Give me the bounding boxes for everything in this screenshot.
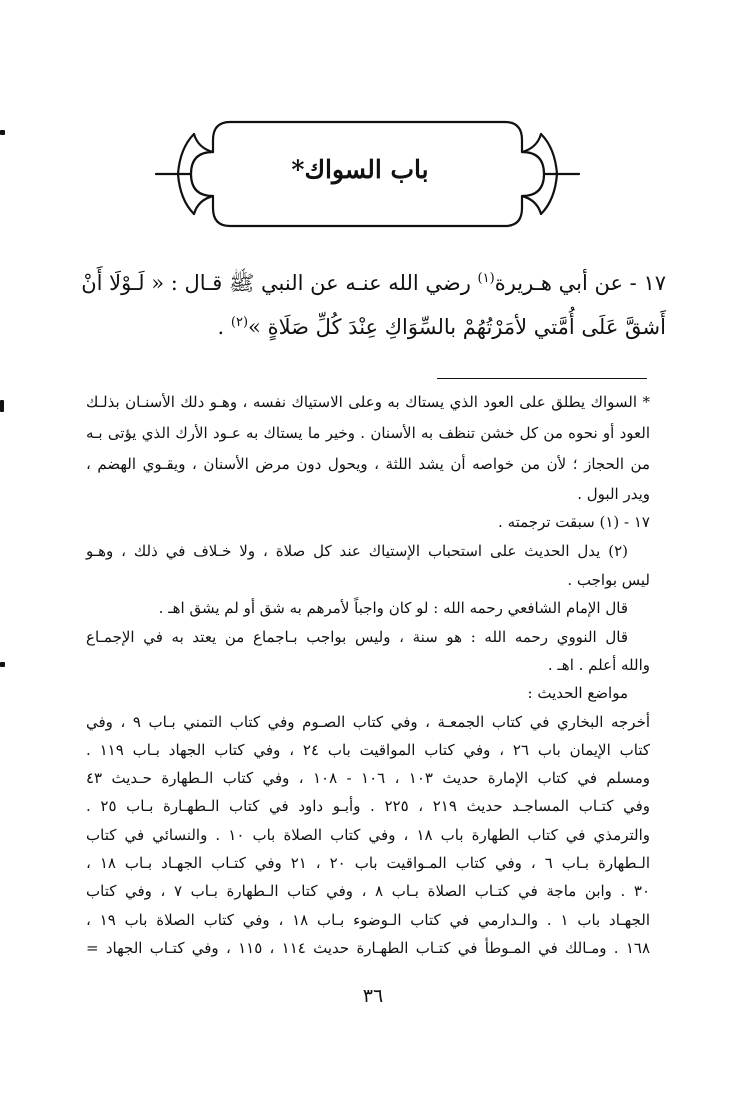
footnote-line: من الحجاز ؛ لأن من خواصه أن يشد اللثة ، ويحول دون مرض الأسنان ، ويقـوي الهضم ،: [86, 455, 650, 473]
footnote-line: أخرجه البخاري في كتاب الجمعـة ، وفي كتاب الصـوم وفي كتاب التمني بـاب ٩ ، وفي: [86, 713, 651, 731]
hadith-text: ١٧ - عن أبي هـريرة: [494, 271, 666, 295]
hadith-text: .: [217, 315, 231, 339]
scan-margin-mark: [0, 130, 5, 135]
hadith-text: أَشقَّ عَلَى أُمَّتي لأمَرْتُهُمْ بالسِّوَاكِ عِنْدَ كُلِّ صَلَاةٍ »: [248, 315, 666, 339]
scan-margin-mark: [0, 662, 5, 667]
scan-margin-mark: [0, 400, 4, 412]
footnote-line: مواضع الحديث :: [527, 684, 628, 702]
hadith-text: رضي الله عنـه عن النبي ﷺ قـال : « لَـوْلَا أَنْ: [81, 271, 478, 295]
footnote-ref-2: (٢): [230, 315, 249, 330]
footnote-line: كتاب الإيمان باب ٢٦ ، وفي كتاب المواقيت باب ٢٤ ، وفي كتاب الجهاد بـاب ١١٩ .: [86, 741, 650, 759]
footnote-line: * السواك يطلق على العود الذي يستاك به وعلى الاستياك نفسه ، وهـو دلك الأسنـان بذلـك: [86, 393, 650, 411]
hadith-line-1: [81, 270, 666, 296]
footnote-line: وفي كتـاب المساجـد حديث ٢١٩ ، ٢٢٥ . وأبـو داود في كتاب الـطهـارة بـاب ٢٥ .: [86, 797, 650, 815]
footnote-line: ١٦٨ . ومـالك في المـوطأ في كتـاب الطهـارة حديث ١١٤ ، ١١٥ ، وفي كتـاب الجهاد =: [86, 939, 650, 957]
footnote-divider: [437, 378, 647, 379]
page-number: ٣٦: [362, 985, 384, 1007]
footnote-line: ليس بواجب .: [567, 571, 650, 589]
footnote-line: الجهـاد باب ١ . والـدارمي في كتاب الـوضوء بـاب ١٨ ، وفي كتاب الصلاة باب ١٩ ،: [86, 911, 650, 929]
footnote-line: ١٧ - (١) سبقت ترجمته .: [498, 513, 650, 531]
footnote-line: والله أعلم . اهـ .: [547, 656, 650, 674]
hadith-line-2: [86, 314, 666, 340]
footnote-line: ومسلم في كتاب الإمارة حديث ١٠٣ ، ١٠٦ - ١٠٨ ، وفي كتاب الـطهارة حـديث ٤٣: [86, 769, 650, 787]
footnote-line: الـطهارة بـاب ٦ ، وفي كتاب المـواقيت باب ٢٠ ، ٢١ وفي كتـاب الجهـاد بـاب ١٨ ،: [86, 854, 650, 872]
chapter-title: باب السواك*: [291, 155, 429, 184]
footnote-line: والترمذي في كتاب الطهارة باب ١٨ ، وفي كتاب الصلاة باب ١٠ . والنسائي في كتاب: [86, 826, 650, 844]
footnote-ref-1: (١): [477, 271, 495, 286]
footnote-line: قال الإمام الشافعي رحمه الله : لو كان واجباً لأمرهم به شق أو لم يشق اهـ .: [158, 599, 628, 617]
footnote-line: قال النووي رحمه الله : هو سنة ، وليس بواجب بـاجماع من يعتد به في الإجمـاع: [86, 628, 628, 646]
footnote-line: ٣٠ . وابن ماجة في كتـاب الصلاة بـاب ٨ ، وفي كتاب الـطهارة بـاب ٧ ، وفي كتاب: [86, 882, 651, 900]
footnote-line: (٢) يدل الحديث على استحباب الإستياك عند كل صلاة ، ولا خـلاف في ذلك ، وهـو: [86, 542, 628, 560]
footnote-line: ويدر البول .: [577, 485, 650, 503]
footnote-line: العود أو نحوه من كل خشن تنظف به الأسنان . وخير ما يستاك به عـود الأرك الذي يؤتى بـه: [86, 424, 650, 442]
